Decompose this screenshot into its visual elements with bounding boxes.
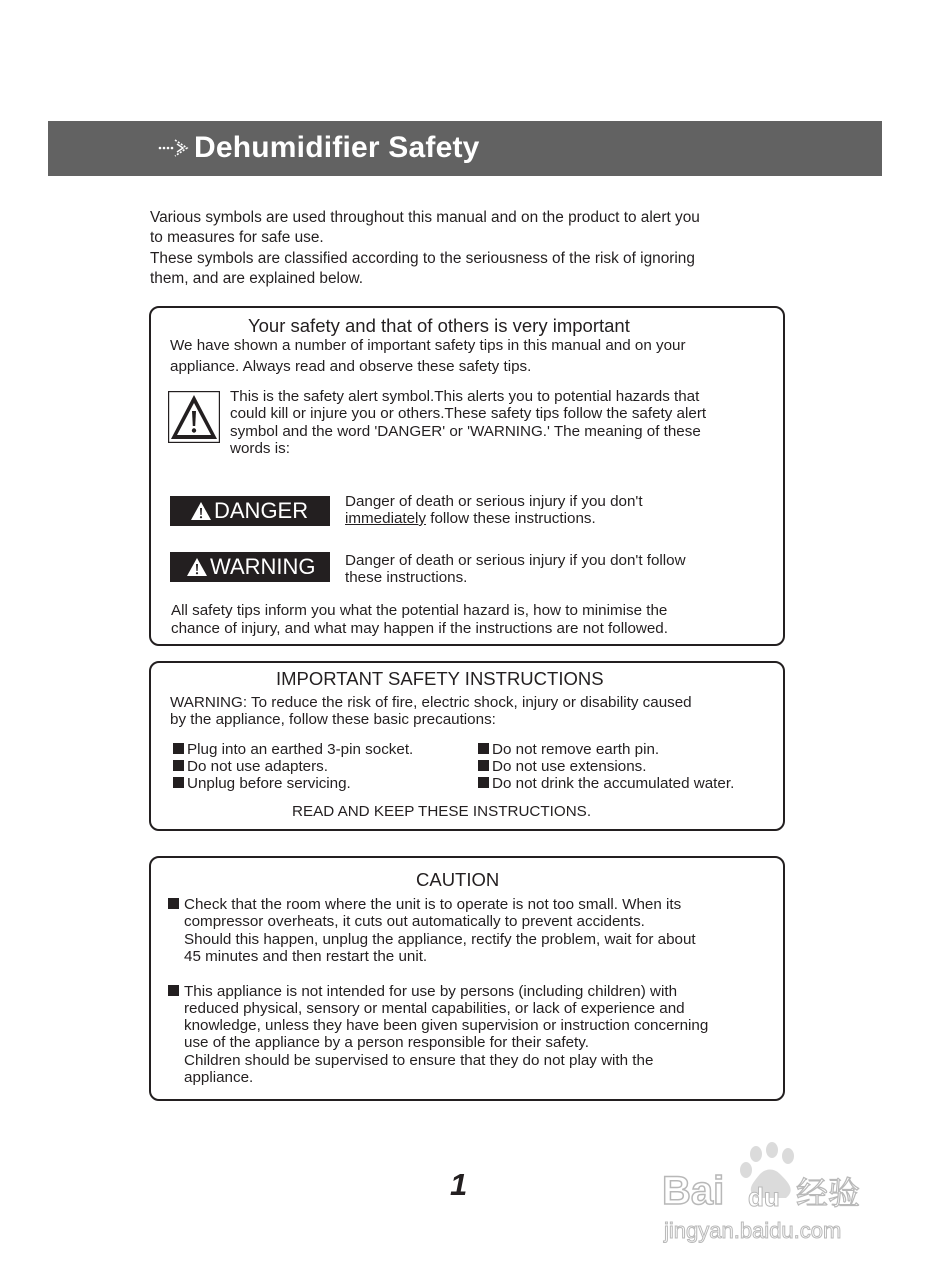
safety-alert-icon bbox=[168, 391, 220, 443]
alert-text-line: could kill or injure you or others.These safety tips follow the safety alert bbox=[230, 405, 707, 422]
list-item-text: Do not use extensions. bbox=[492, 758, 647, 775]
caution-line: 45 minutes and then restart the unit. bbox=[184, 948, 428, 965]
box-text-line: appliance. Always read and observe these safety tips. bbox=[170, 358, 532, 375]
box-footer-line: chance of injury, and what may happen if the instructions are not followed. bbox=[171, 620, 668, 637]
svg-text:du: du bbox=[748, 1182, 780, 1212]
danger-description-line: Danger of death or serious injury if you don't bbox=[345, 493, 643, 510]
list-item bbox=[478, 741, 659, 759]
warning-description-line: Danger of death or serious injury if you don't follow bbox=[345, 552, 686, 569]
danger-description-rest: follow these instructions. bbox=[426, 510, 596, 527]
intro-line: These symbols are classified according to the seriousness of the risk of ignoring bbox=[150, 249, 695, 267]
caution-line: compressor overheats, it cuts out automatically to prevent accidents. bbox=[184, 913, 645, 930]
page-title: Dehumidifier Safety bbox=[194, 131, 480, 164]
intro-paragraph bbox=[150, 208, 790, 289]
caution-line: reduced physical, sensory or mental capabilities, or lack of experience and bbox=[184, 1000, 685, 1017]
caution-line: Check that the room where the unit is to operate is not too small. When its bbox=[184, 896, 682, 913]
danger-label-text: DANGER bbox=[214, 498, 309, 523]
box-heading: Your safety and that of others is very important bbox=[248, 315, 630, 336]
intro-line: Various symbols are used throughout this manual and on the product to alert you bbox=[150, 209, 700, 226]
caution-line: Should this happen, unplug the appliance, rectify the problem, wait for about bbox=[184, 931, 696, 948]
alert-text-line: This is the safety alert symbol.This alerts you to potential hazards that bbox=[230, 388, 700, 405]
list-item-text: Do not drink the accumulated water. bbox=[492, 775, 735, 792]
bullet-square-icon bbox=[478, 760, 489, 771]
list-item bbox=[478, 775, 734, 793]
box-footer-line: All safety tips inform you what the potential hazard is, how to minimise the bbox=[171, 602, 668, 619]
watermark-brand: Bai bbox=[662, 1169, 725, 1213]
list-item bbox=[173, 741, 413, 759]
warning-label bbox=[170, 552, 330, 582]
box-heading: IMPORTANT SAFETY INSTRUCTIONS bbox=[276, 668, 604, 689]
danger-description-line bbox=[345, 510, 596, 528]
caution-line: appliance. bbox=[184, 1069, 254, 1086]
warning-label-text: WARNING bbox=[210, 554, 316, 579]
warning-triangle-icon bbox=[186, 557, 208, 577]
list-item bbox=[478, 758, 647, 776]
intro-line: to measures for safe use. bbox=[150, 229, 324, 247]
list-item-text: Plug into an earthed 3-pin socket. bbox=[187, 741, 414, 758]
bullet-square-icon bbox=[173, 760, 184, 771]
list-item-text: Do not use adapters. bbox=[187, 758, 328, 775]
list-item bbox=[173, 775, 351, 793]
list-item-text: Unplug before servicing. bbox=[187, 775, 351, 792]
alert-text-line: words is: bbox=[230, 440, 290, 457]
box-heading: CAUTION bbox=[416, 869, 500, 890]
caution-line: This appliance is not intended for use by persons (including children) with bbox=[184, 983, 678, 1000]
baidu-watermark-logo bbox=[656, 1140, 882, 1250]
watermark-url: jingyan.baidu.com bbox=[664, 1218, 842, 1243]
alert-text-line: symbol and the word 'DANGER' or 'WARNING.' The meaning of these bbox=[230, 423, 701, 440]
svg-text:经验: 经验 bbox=[796, 1174, 861, 1212]
bullet-square-icon bbox=[478, 743, 489, 754]
arrow-icon bbox=[158, 137, 190, 159]
bullet-square-icon bbox=[173, 743, 184, 754]
caution-line: Children should be supervised to ensure that they do not play with the bbox=[184, 1052, 654, 1069]
caution-line: knowledge, unless they have been given supervision or instruction concerning bbox=[184, 1017, 709, 1034]
safety-importance-box bbox=[149, 306, 785, 646]
caution-line: use of the appliance by a person responsible for their safety. bbox=[184, 1034, 589, 1051]
emphasis-text: immediately bbox=[345, 510, 427, 527]
section-header-banner bbox=[48, 121, 882, 176]
box-text-line: We have shown a number of important safety tips in this manual and on your bbox=[170, 337, 686, 354]
warning-line: WARNING: To reduce the risk of fire, electric shock, injury or disability caused bbox=[170, 694, 692, 711]
bullet-square-icon bbox=[168, 898, 179, 909]
warning-description-line: these instructions. bbox=[345, 569, 468, 586]
bullet-square-icon bbox=[168, 985, 179, 996]
bullet-square-icon bbox=[478, 777, 489, 788]
bullet-square-icon bbox=[173, 777, 184, 788]
danger-label bbox=[170, 496, 330, 526]
list-item-text: Do not remove earth pin. bbox=[492, 741, 660, 758]
warning-triangle-icon bbox=[190, 501, 212, 521]
intro-line: them, and are explained below. bbox=[150, 269, 364, 287]
list-item bbox=[173, 758, 328, 776]
page-number: 1 bbox=[450, 1167, 468, 1202]
box-footer-line: READ AND KEEP THESE INSTRUCTIONS. bbox=[292, 803, 592, 820]
warning-line: by the appliance, follow these basic precautions: bbox=[170, 711, 496, 728]
